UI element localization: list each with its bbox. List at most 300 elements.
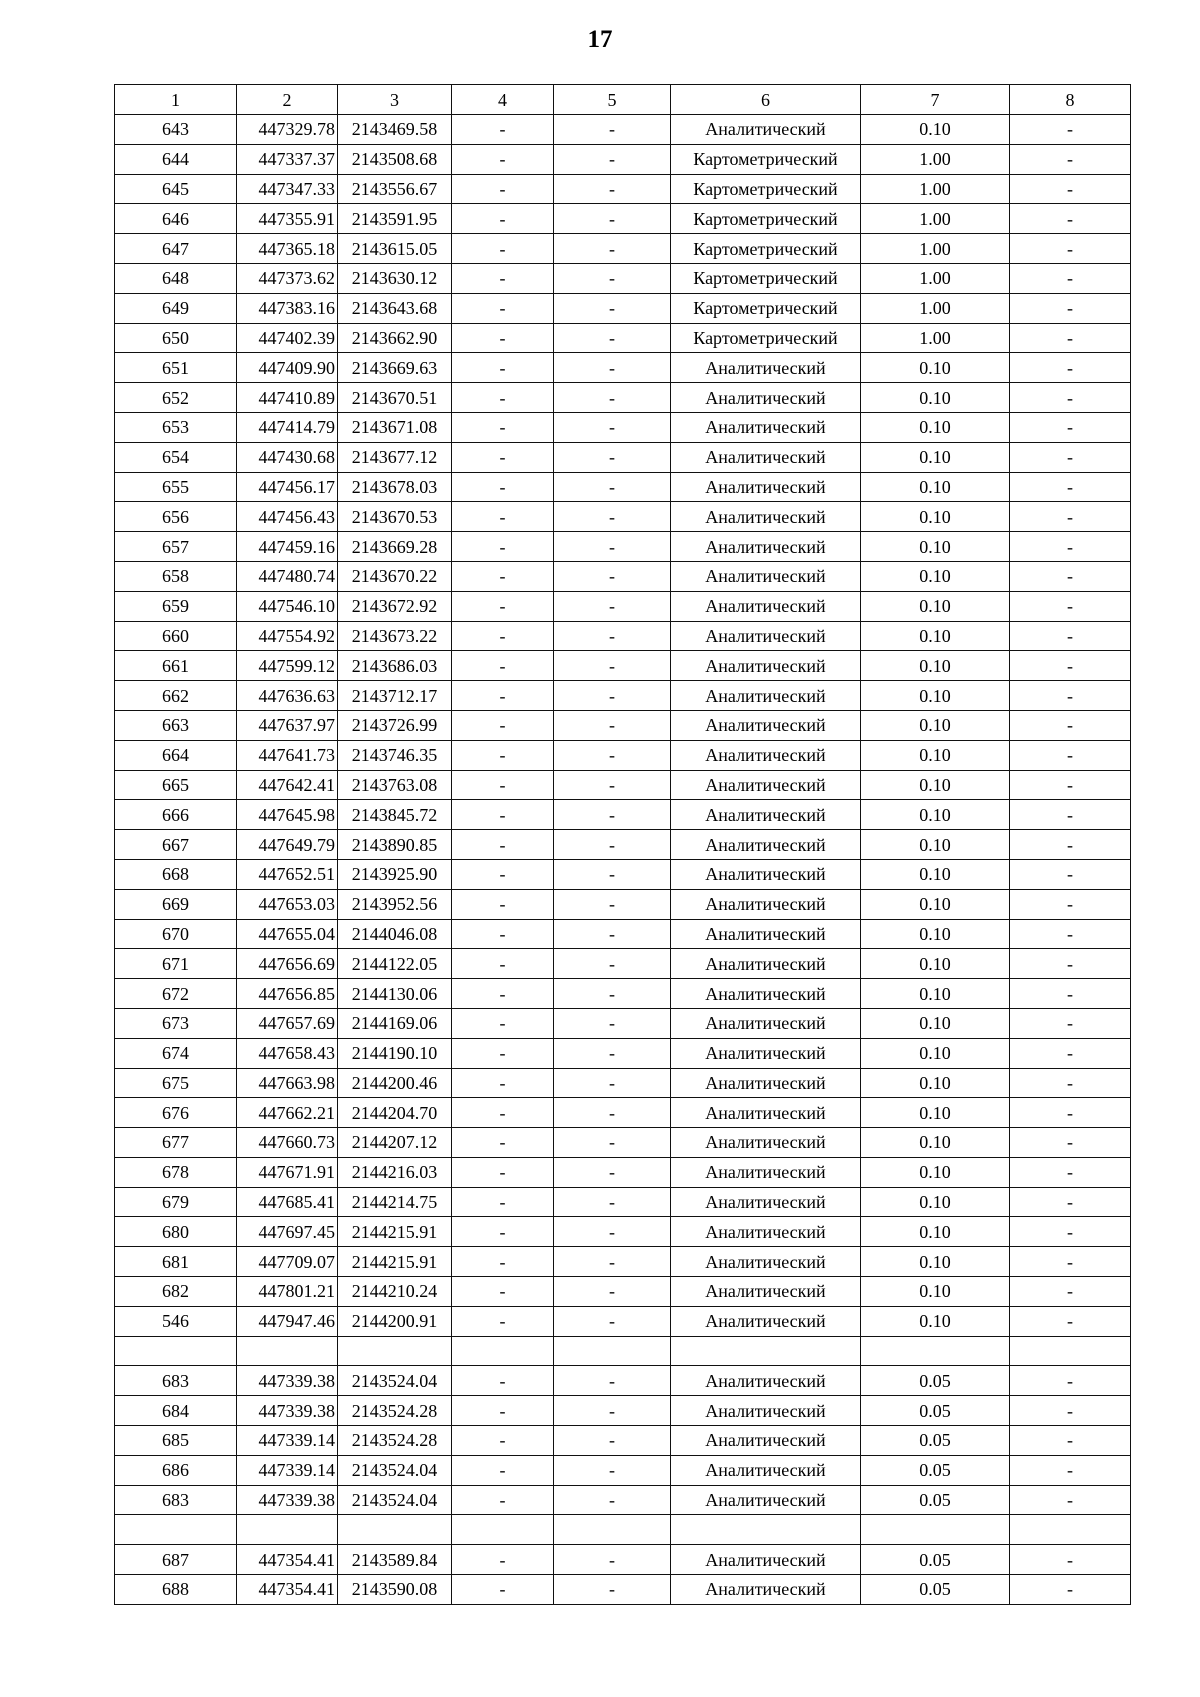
table-cell-col-4: - bbox=[452, 681, 554, 711]
table-cell-col-4: - bbox=[452, 532, 554, 562]
table-cell-col-6: Аналитический bbox=[671, 591, 861, 621]
table-cell-col-4: - bbox=[452, 472, 554, 502]
table-cell-col-4: - bbox=[452, 1396, 554, 1426]
table-cell-col-7: 0.05 bbox=[861, 1396, 1010, 1426]
table-cell-col-4: - bbox=[452, 353, 554, 383]
table-cell-col-4: - bbox=[452, 1187, 554, 1217]
table-cell-col-7: 1.00 bbox=[861, 263, 1010, 293]
table-row bbox=[115, 1336, 1131, 1366]
table-cell-col-3: 2144200.46 bbox=[338, 1068, 452, 1098]
table-cell-col-4: - bbox=[452, 1485, 554, 1515]
table-cell-col-4: - bbox=[452, 144, 554, 174]
table-cell-col-3: 2143615.05 bbox=[338, 234, 452, 264]
table-cell-col-6: Аналитический bbox=[671, 1008, 861, 1038]
table-cell-col-3: 2143952.56 bbox=[338, 889, 452, 919]
table-cell-col-3: 2143524.28 bbox=[338, 1396, 452, 1426]
table-cell-col-5: - bbox=[554, 115, 671, 145]
table-cell-col-1: 680 bbox=[115, 1217, 237, 1247]
table-cell-col-5: - bbox=[554, 710, 671, 740]
table-cell-col-2: 447402.39 bbox=[237, 323, 338, 353]
table-cell-col-7: 0.10 bbox=[861, 591, 1010, 621]
table-cell-col-1: 687 bbox=[115, 1545, 237, 1575]
table-cell-col-6: Аналитический bbox=[671, 1157, 861, 1187]
table-cell-col-8: - bbox=[1010, 204, 1131, 234]
table-row bbox=[115, 1455, 1131, 1485]
table-cell-col-1: 663 bbox=[115, 710, 237, 740]
table-cell-col-8: - bbox=[1010, 115, 1131, 145]
table-cell-col-2: 447339.38 bbox=[237, 1366, 338, 1396]
table-cell-col-8: - bbox=[1010, 1396, 1131, 1426]
table-row bbox=[115, 472, 1131, 502]
table-cell-col-1: 676 bbox=[115, 1098, 237, 1128]
table-cell-col-3: 2144216.03 bbox=[338, 1157, 452, 1187]
table-row bbox=[115, 1426, 1131, 1456]
table-cell-col-8: - bbox=[1010, 710, 1131, 740]
table-cell-col-4: - bbox=[452, 115, 554, 145]
table-cell-col-8: - bbox=[1010, 234, 1131, 264]
table-cell-col-3 bbox=[338, 1515, 452, 1545]
table-cell-col-3: 2143671.08 bbox=[338, 412, 452, 442]
table-row bbox=[115, 859, 1131, 889]
table-cell-col-1: 679 bbox=[115, 1187, 237, 1217]
table-cell-col-8: - bbox=[1010, 472, 1131, 502]
table-row bbox=[115, 1098, 1131, 1128]
table-cell-col-2: 447636.63 bbox=[237, 681, 338, 711]
table-cell-col-1: 673 bbox=[115, 1008, 237, 1038]
table-cell-col-7: 0.10 bbox=[861, 532, 1010, 562]
table-cell-col-7: 1.00 bbox=[861, 323, 1010, 353]
table-row bbox=[115, 561, 1131, 591]
table-cell-col-8: - bbox=[1010, 383, 1131, 413]
table-cell-col-6: Аналитический bbox=[671, 1396, 861, 1426]
table-row bbox=[115, 383, 1131, 413]
table-cell-col-6: Аналитический bbox=[671, 1426, 861, 1456]
column-header-8: 8 bbox=[1010, 85, 1131, 115]
table-row bbox=[115, 1128, 1131, 1158]
table-row bbox=[115, 800, 1131, 830]
table-row bbox=[115, 979, 1131, 1009]
table-cell-col-4: - bbox=[452, 1098, 554, 1128]
table-cell-col-3: 2143670.22 bbox=[338, 561, 452, 591]
table-cell-col-4: - bbox=[452, 293, 554, 323]
table-cell-col-1: 674 bbox=[115, 1038, 237, 1068]
table-cell-col-1: 685 bbox=[115, 1426, 237, 1456]
table-cell-col-5: - bbox=[554, 1545, 671, 1575]
table-cell-col-3: 2143524.04 bbox=[338, 1366, 452, 1396]
table-cell-col-7: 0.05 bbox=[861, 1485, 1010, 1515]
header-row bbox=[115, 85, 1131, 115]
table-cell-col-7: 0.10 bbox=[861, 949, 1010, 979]
table-cell-col-5: - bbox=[554, 770, 671, 800]
table-cell-col-1: 653 bbox=[115, 412, 237, 442]
table-cell-col-4: - bbox=[452, 174, 554, 204]
table-cell-col-4: - bbox=[452, 859, 554, 889]
table-row bbox=[115, 263, 1131, 293]
table-cell-col-3: 2143591.95 bbox=[338, 204, 452, 234]
table-cell-col-5: - bbox=[554, 1426, 671, 1456]
table-cell-col-7: 0.10 bbox=[861, 1157, 1010, 1187]
table-cell-col-3: 2143678.03 bbox=[338, 472, 452, 502]
table-cell-col-6: Аналитический bbox=[671, 442, 861, 472]
table-cell-col-1: 675 bbox=[115, 1068, 237, 1098]
table-cell-col-8: - bbox=[1010, 621, 1131, 651]
table-row bbox=[115, 651, 1131, 681]
table-cell-col-7: 0.10 bbox=[861, 919, 1010, 949]
table-cell-col-1: 646 bbox=[115, 204, 237, 234]
table-row bbox=[115, 740, 1131, 770]
table-cell-col-2: 447657.69 bbox=[237, 1008, 338, 1038]
table-cell-col-5: - bbox=[554, 353, 671, 383]
table-cell-col-6: Аналитический bbox=[671, 681, 861, 711]
table-cell-col-5: - bbox=[554, 1247, 671, 1277]
table-cell-col-1: 669 bbox=[115, 889, 237, 919]
table-cell-col-6: Аналитический bbox=[671, 710, 861, 740]
table-cell-col-7: 1.00 bbox=[861, 234, 1010, 264]
table-cell-col-1: 677 bbox=[115, 1128, 237, 1158]
table-cell-col-1: 647 bbox=[115, 234, 237, 264]
table-row bbox=[115, 889, 1131, 919]
table-cell-col-2: 447354.41 bbox=[237, 1545, 338, 1575]
table-cell-col-8: - bbox=[1010, 1038, 1131, 1068]
table-cell-col-7: 0.10 bbox=[861, 353, 1010, 383]
table-cell-col-2: 447339.14 bbox=[237, 1426, 338, 1456]
table-row bbox=[115, 1515, 1131, 1545]
table-cell-col-4: - bbox=[452, 979, 554, 1009]
table-cell-col-2: 447347.33 bbox=[237, 174, 338, 204]
table-cell-col-4: - bbox=[452, 621, 554, 651]
table-cell-col-2: 447546.10 bbox=[237, 591, 338, 621]
table-row bbox=[115, 412, 1131, 442]
table-row bbox=[115, 353, 1131, 383]
table-cell-col-5: - bbox=[554, 1157, 671, 1187]
table-cell-col-7: 0.10 bbox=[861, 859, 1010, 889]
table-row bbox=[115, 293, 1131, 323]
table-cell-col-7: 0.10 bbox=[861, 561, 1010, 591]
table-cell-col-6: Аналитический bbox=[671, 859, 861, 889]
table-cell-col-2: 447329.78 bbox=[237, 115, 338, 145]
table-cell-col-3: 2143662.90 bbox=[338, 323, 452, 353]
table-cell-col-7: 0.10 bbox=[861, 1098, 1010, 1128]
table-cell-col-7: 0.10 bbox=[861, 621, 1010, 651]
table-cell-col-1: 657 bbox=[115, 532, 237, 562]
table-cell-col-2: 447656.85 bbox=[237, 979, 338, 1009]
table-cell-col-8 bbox=[1010, 1336, 1131, 1366]
table-cell-col-8: - bbox=[1010, 323, 1131, 353]
table-row bbox=[115, 1068, 1131, 1098]
table-cell-col-1: 643 bbox=[115, 115, 237, 145]
table-cell-col-3: 2143469.58 bbox=[338, 115, 452, 145]
table-cell-col-5: - bbox=[554, 740, 671, 770]
table-cell-col-4: - bbox=[452, 412, 554, 442]
table-cell-col-4: - bbox=[452, 1575, 554, 1605]
table-cell-col-5: - bbox=[554, 949, 671, 979]
table-cell-col-7: 0.10 bbox=[861, 740, 1010, 770]
table-cell-col-5: - bbox=[554, 472, 671, 502]
table-cell-col-1: 660 bbox=[115, 621, 237, 651]
table-cell-col-4: - bbox=[452, 770, 554, 800]
table-cell-col-2: 447645.98 bbox=[237, 800, 338, 830]
table-cell-col-2: 447554.92 bbox=[237, 621, 338, 651]
table-cell-col-1: 686 bbox=[115, 1455, 237, 1485]
table-cell-col-7: 0.10 bbox=[861, 889, 1010, 919]
table-cell-col-8: - bbox=[1010, 830, 1131, 860]
table-cell-col-3: 2143672.92 bbox=[338, 591, 452, 621]
table-cell-col-6: Аналитический bbox=[671, 1455, 861, 1485]
table-cell-col-3: 2143712.17 bbox=[338, 681, 452, 711]
table-cell-col-6: Аналитический bbox=[671, 1098, 861, 1128]
table-cell-col-6: Аналитический bbox=[671, 1366, 861, 1396]
table-cell-col-3: 2144204.70 bbox=[338, 1098, 452, 1128]
table-cell-col-2: 447339.38 bbox=[237, 1485, 338, 1515]
table-cell-col-5: - bbox=[554, 1485, 671, 1515]
table-cell-col-4: - bbox=[452, 1545, 554, 1575]
table-cell-col-3: 2144190.10 bbox=[338, 1038, 452, 1068]
table-cell-col-1: 668 bbox=[115, 859, 237, 889]
table-cell-col-6: Картометрический bbox=[671, 174, 861, 204]
table-cell-col-6: Картометрический bbox=[671, 263, 861, 293]
table-row bbox=[115, 1366, 1131, 1396]
table-cell-col-6: Аналитический bbox=[671, 383, 861, 413]
table-cell-col-6: Аналитический bbox=[671, 1038, 861, 1068]
table-cell-col-3: 2143845.72 bbox=[338, 800, 452, 830]
table-cell-col-4: - bbox=[452, 1426, 554, 1456]
table-cell-col-7 bbox=[861, 1515, 1010, 1545]
table-row bbox=[115, 1157, 1131, 1187]
table-cell-col-8: - bbox=[1010, 1128, 1131, 1158]
table-cell-col-8: - bbox=[1010, 293, 1131, 323]
table-cell-col-2: 447456.43 bbox=[237, 502, 338, 532]
table-cell-col-7: 0.10 bbox=[861, 979, 1010, 1009]
table-cell-col-2: 447663.98 bbox=[237, 1068, 338, 1098]
table-cell-col-8: - bbox=[1010, 889, 1131, 919]
table-cell-col-6: Аналитический bbox=[671, 1128, 861, 1158]
table-cell-col-8: - bbox=[1010, 740, 1131, 770]
table-cell-col-1: 644 bbox=[115, 144, 237, 174]
table-cell-col-3: 2143508.68 bbox=[338, 144, 452, 174]
table-cell-col-4: - bbox=[452, 383, 554, 413]
table-cell-col-8: - bbox=[1010, 1157, 1131, 1187]
table-cell-col-6: Аналитический bbox=[671, 502, 861, 532]
table-cell-col-7: 0.10 bbox=[861, 502, 1010, 532]
table-cell-col-4: - bbox=[452, 1068, 554, 1098]
table-cell-col-6: Аналитический bbox=[671, 979, 861, 1009]
table-cell-col-8: - bbox=[1010, 144, 1131, 174]
table-cell-col-3: 2143556.67 bbox=[338, 174, 452, 204]
table-cell-col-2: 447649.79 bbox=[237, 830, 338, 860]
table-cell-col-3: 2143726.99 bbox=[338, 710, 452, 740]
table-cell-col-4: - bbox=[452, 502, 554, 532]
table-cell-col-4: - bbox=[452, 1277, 554, 1307]
table-cell-col-2: 447653.03 bbox=[237, 889, 338, 919]
page-number: 17 bbox=[587, 26, 613, 53]
table-cell-col-1: 684 bbox=[115, 1396, 237, 1426]
table-cell-col-4: - bbox=[452, 949, 554, 979]
table-cell-col-4: - bbox=[452, 591, 554, 621]
table-cell-col-8: - bbox=[1010, 1217, 1131, 1247]
table-cell-col-7: 0.10 bbox=[861, 115, 1010, 145]
table-cell-col-6: Аналитический bbox=[671, 621, 861, 651]
table-cell-col-2: 447709.07 bbox=[237, 1247, 338, 1277]
table-cell-col-4 bbox=[452, 1515, 554, 1545]
table-cell-col-2: 447430.68 bbox=[237, 442, 338, 472]
table-cell-col-5: - bbox=[554, 800, 671, 830]
table-cell-col-4: - bbox=[452, 651, 554, 681]
table-cell-col-8: - bbox=[1010, 1068, 1131, 1098]
table-cell-col-8: - bbox=[1010, 263, 1131, 293]
table-cell-col-5: - bbox=[554, 204, 671, 234]
table-cell-col-2: 447355.91 bbox=[237, 204, 338, 234]
table-cell-col-1: 654 bbox=[115, 442, 237, 472]
table-cell-col-2: 447637.97 bbox=[237, 710, 338, 740]
table-cell-col-6: Аналитический bbox=[671, 949, 861, 979]
table-row bbox=[115, 919, 1131, 949]
table-cell-col-3: 2143890.85 bbox=[338, 830, 452, 860]
table-cell-col-3: 2143669.63 bbox=[338, 353, 452, 383]
table-cell-col-3: 2143630.12 bbox=[338, 263, 452, 293]
table-cell-col-4: - bbox=[452, 1217, 554, 1247]
table-cell-col-2: 447339.14 bbox=[237, 1455, 338, 1485]
table-cell-col-4: - bbox=[452, 1038, 554, 1068]
table-row bbox=[115, 770, 1131, 800]
table-cell-col-6: Аналитический bbox=[671, 889, 861, 919]
table-row bbox=[115, 1396, 1131, 1426]
table-cell-col-3: 2144169.06 bbox=[338, 1008, 452, 1038]
table-cell-col-4: - bbox=[452, 234, 554, 264]
table-cell-col-7: 0.10 bbox=[861, 830, 1010, 860]
table-cell-col-8: - bbox=[1010, 1545, 1131, 1575]
table-cell-col-4: - bbox=[452, 889, 554, 919]
table-cell-col-5 bbox=[554, 1515, 671, 1545]
table-cell-col-3: 2144215.91 bbox=[338, 1217, 452, 1247]
table-cell-col-5: - bbox=[554, 1575, 671, 1605]
table-row bbox=[115, 234, 1131, 264]
table-cell-col-6: Аналитический bbox=[671, 651, 861, 681]
table-row bbox=[115, 1187, 1131, 1217]
table-cell-col-6: Аналитический bbox=[671, 115, 861, 145]
table-cell-col-7: 1.00 bbox=[861, 144, 1010, 174]
table-cell-col-7: 0.10 bbox=[861, 383, 1010, 413]
table-cell-col-4: - bbox=[452, 830, 554, 860]
table-cell-col-2: 447459.16 bbox=[237, 532, 338, 562]
table-cell-col-1: 649 bbox=[115, 293, 237, 323]
table-cell-col-8: - bbox=[1010, 1187, 1131, 1217]
table-cell-col-6: Картометрический bbox=[671, 204, 861, 234]
table-cell-col-4: - bbox=[452, 1306, 554, 1336]
table-cell-col-1: 659 bbox=[115, 591, 237, 621]
table-row bbox=[115, 1038, 1131, 1068]
table-cell-col-2: 447373.62 bbox=[237, 263, 338, 293]
table-cell-col-6: Аналитический bbox=[671, 800, 861, 830]
table-cell-col-3: 2143763.08 bbox=[338, 770, 452, 800]
table-cell-col-2: 447456.17 bbox=[237, 472, 338, 502]
table-cell-col-4: - bbox=[452, 263, 554, 293]
table-cell-col-4: - bbox=[452, 919, 554, 949]
table-cell-col-1: 683 bbox=[115, 1366, 237, 1396]
table-cell-col-1: 672 bbox=[115, 979, 237, 1009]
table-cell-col-3: 2143524.04 bbox=[338, 1485, 452, 1515]
table-cell-col-5: - bbox=[554, 1038, 671, 1068]
column-header-5: 5 bbox=[554, 85, 671, 115]
table-cell-col-2: 447480.74 bbox=[237, 561, 338, 591]
table-cell-col-5: - bbox=[554, 532, 671, 562]
table-row bbox=[115, 1277, 1131, 1307]
table-cell-col-2: 447655.04 bbox=[237, 919, 338, 949]
table-row bbox=[115, 1575, 1131, 1605]
table-cell-col-6: Аналитический bbox=[671, 1277, 861, 1307]
table-cell-col-3: 2143673.22 bbox=[338, 621, 452, 651]
table-cell-col-4: - bbox=[452, 323, 554, 353]
table-row bbox=[115, 174, 1131, 204]
table-cell-col-6 bbox=[671, 1336, 861, 1366]
table-cell-col-3: 2144214.75 bbox=[338, 1187, 452, 1217]
table-cell-col-2: 447414.79 bbox=[237, 412, 338, 442]
table-cell-col-3: 2144215.91 bbox=[338, 1247, 452, 1277]
table-cell-col-2: 447662.21 bbox=[237, 1098, 338, 1128]
table-cell-col-3: 2143524.28 bbox=[338, 1426, 452, 1456]
table-cell-col-2: 447339.38 bbox=[237, 1396, 338, 1426]
table-cell-col-5: - bbox=[554, 1455, 671, 1485]
table-cell-col-7: 0.10 bbox=[861, 651, 1010, 681]
table-row bbox=[115, 502, 1131, 532]
table-row bbox=[115, 323, 1131, 353]
table-cell-col-3: 2144122.05 bbox=[338, 949, 452, 979]
table-cell-col-6: Аналитический bbox=[671, 740, 861, 770]
table-row bbox=[115, 115, 1131, 145]
table-cell-col-1: 671 bbox=[115, 949, 237, 979]
table-cell-col-5: - bbox=[554, 919, 671, 949]
table-cell-col-5: - bbox=[554, 1187, 671, 1217]
table-cell-col-5: - bbox=[554, 681, 671, 711]
table-cell-col-1: 681 bbox=[115, 1247, 237, 1277]
table-cell-col-1: 688 bbox=[115, 1575, 237, 1605]
table-cell-col-3: 2144130.06 bbox=[338, 979, 452, 1009]
table-cell-col-5: - bbox=[554, 591, 671, 621]
table-cell-col-6: Картометрический bbox=[671, 293, 861, 323]
table-cell-col-5: - bbox=[554, 979, 671, 1009]
table-cell-col-5: - bbox=[554, 442, 671, 472]
table-cell-col-2: 447410.89 bbox=[237, 383, 338, 413]
table-row bbox=[115, 204, 1131, 234]
table-body bbox=[115, 115, 1131, 1605]
table-cell-col-3: 2144210.24 bbox=[338, 1277, 452, 1307]
table-cell-col-4: - bbox=[452, 1008, 554, 1038]
table-cell-col-4: - bbox=[452, 1247, 554, 1277]
table-cell-col-7: 0.05 bbox=[861, 1366, 1010, 1396]
table-cell-col-7: 0.10 bbox=[861, 1247, 1010, 1277]
table-cell-col-1: 667 bbox=[115, 830, 237, 860]
table-row bbox=[115, 1008, 1131, 1038]
table-cell-col-7: 0.10 bbox=[861, 472, 1010, 502]
table-cell-col-5: - bbox=[554, 144, 671, 174]
table-cell-col-6: Аналитический bbox=[671, 1068, 861, 1098]
table-cell-col-3: 2143925.90 bbox=[338, 859, 452, 889]
table-cell-col-7 bbox=[861, 1336, 1010, 1366]
table-row bbox=[115, 1545, 1131, 1575]
table-cell-col-1: 650 bbox=[115, 323, 237, 353]
table-cell-col-2: 447641.73 bbox=[237, 740, 338, 770]
table-cell-col-8: - bbox=[1010, 859, 1131, 889]
table-cell-col-2: 447658.43 bbox=[237, 1038, 338, 1068]
column-header-4: 4 bbox=[452, 85, 554, 115]
table-cell-col-3: 2144046.08 bbox=[338, 919, 452, 949]
table-cell-col-3: 2143677.12 bbox=[338, 442, 452, 472]
table-cell-col-3: 2143686.03 bbox=[338, 651, 452, 681]
table-row bbox=[115, 681, 1131, 711]
table-cell-col-8: - bbox=[1010, 1485, 1131, 1515]
table-cell-col-7: 0.10 bbox=[861, 1128, 1010, 1158]
table-cell-col-3: 2143670.51 bbox=[338, 383, 452, 413]
table-row bbox=[115, 442, 1131, 472]
